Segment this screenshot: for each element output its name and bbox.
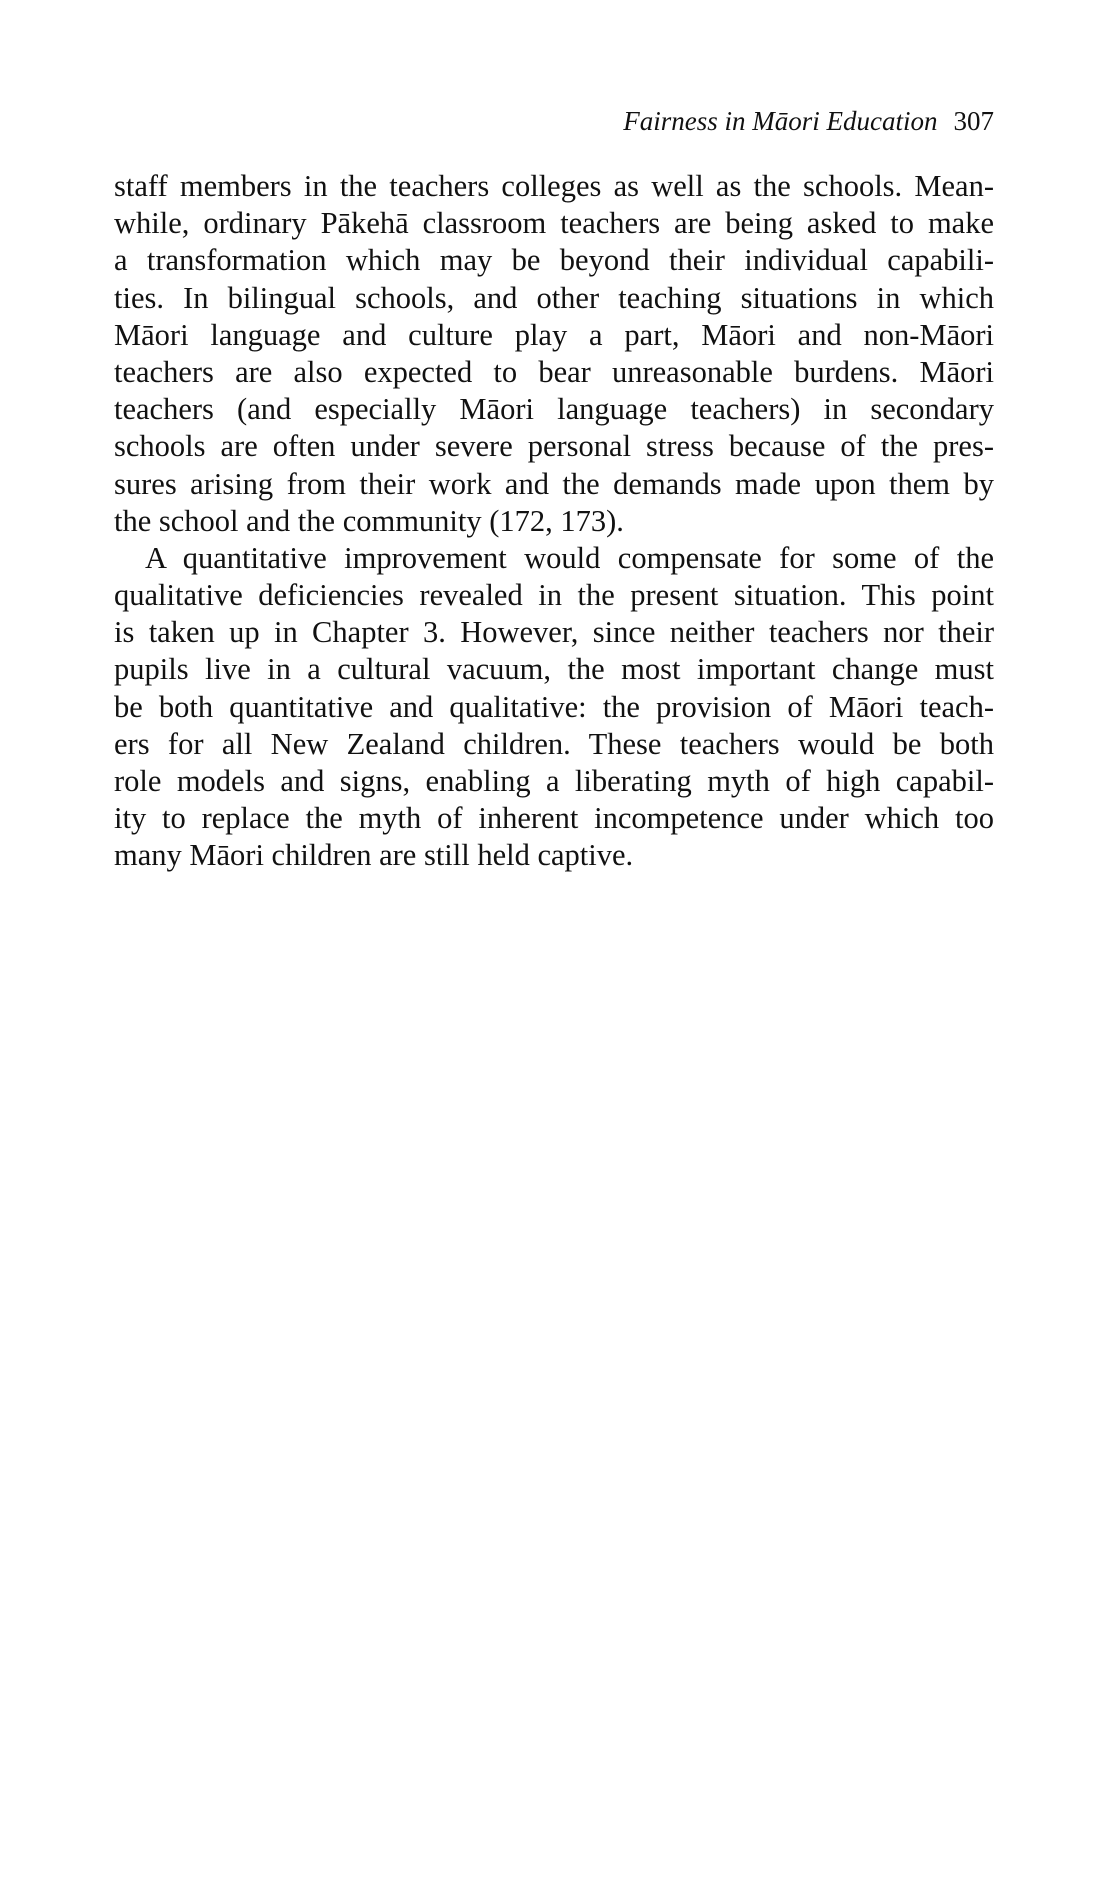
text-line: while, ordinary Pākehā classroom teachers are being asked to make (114, 206, 994, 241)
text-line: be both quantitative and qualitative: the provision of Māori teach- (114, 689, 994, 724)
text-line: ties. In bilingual schools, and other teaching situations in which (114, 280, 994, 315)
running-title: Fairness in Māori Education (623, 106, 938, 136)
page-number: 307 (953, 106, 994, 136)
text-line: pupils live in a cultural vacuum, the most important change must (114, 652, 994, 687)
text-line: qualitative deficiencies revealed in the present situation. This point (114, 578, 994, 613)
text-line: teachers (and especially Māori language teachers) in secondary (114, 392, 994, 427)
body-text (114, 168, 994, 875)
text-line: a transformation which may be beyond their individual capabili- (114, 243, 994, 278)
text-line: sures arising from their work and the demands made upon them by (114, 466, 994, 501)
text-line: is taken up in Chapter 3. However, since neither teachers nor their (114, 615, 994, 650)
paragraph-1 (114, 168, 994, 540)
text-line: ers for all New Zealand children. These teachers would be both (114, 726, 994, 761)
text-line: staff members in the teachers colleges as well as the schools. Mean- (114, 169, 994, 203)
text-line: the school and the community (172, 173). (114, 503, 624, 538)
text-line: Māori language and culture play a part, Māori and non-Māori (114, 317, 994, 352)
paragraph-2 (114, 540, 994, 875)
running-head (114, 104, 994, 138)
text-line: ity to replace the myth of inherent incompetence under which too (114, 801, 994, 836)
text-line: A quantitative improvement would compensate for some of the (145, 540, 994, 575)
text-line: role models and signs, enabling a liberating myth of high capabil- (114, 764, 994, 798)
text-line: schools are often under severe personal stress because of the pres- (114, 429, 994, 464)
text-line: many Māori children are still held captive. (114, 838, 634, 873)
text-line: teachers are also expected to bear unreasonable burdens. Māori (114, 354, 994, 389)
